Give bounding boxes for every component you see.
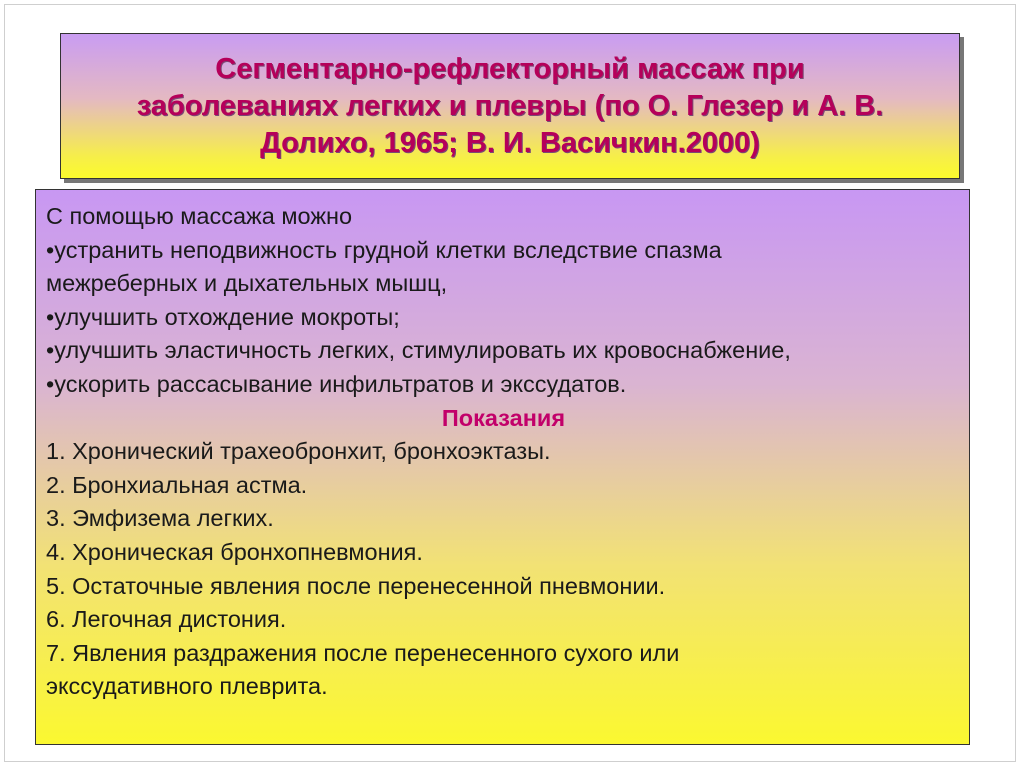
indication-item-continuation: экссудативного плеврита.	[46, 673, 328, 700]
indication-item: 2. Бронхиальная астма.	[46, 471, 308, 498]
indication-item: 3. Эмфизема легких.	[46, 505, 274, 532]
benefit-item: •устранить неподвижность грудной клетки вследствие спазма	[46, 236, 722, 263]
benefit-item: •ускорить рассасывание инфильтратов и экссудатов.	[46, 370, 627, 397]
slide-title	[137, 51, 884, 162]
indication-item: 5. Остаточные явления после перенесенной пневмонии.	[46, 572, 666, 599]
benefit-item: •улучшить отхождение мокроты;	[46, 303, 400, 330]
title-box	[60, 33, 960, 179]
title-line: Долихо, 1965; В. И. Васичкин.2000)	[260, 126, 760, 159]
indication-item: 1. Хронический трахеобронхит, бронхоэктазы.	[46, 438, 551, 465]
title-line: Сегментарно-рефлекторный массаж при	[215, 52, 805, 85]
slide	[4, 4, 1016, 762]
benefit-item: •улучшить эластичность легких, стимулировать их кровоснабжение,	[46, 337, 791, 364]
intro-line: С помощью массажа можно	[46, 203, 353, 229]
indication-item: 6. Легочная дистония.	[46, 606, 287, 633]
title-line: заболеваниях легких и плевры (по О. Глезер и А. В.	[136, 89, 884, 122]
indication-item: 7. Явления раздражения после перенесенного сухого или	[46, 639, 680, 666]
indications-heading: Показания	[441, 404, 566, 431]
benefit-item-continuation: межреберных и дыхательных мышц,	[46, 270, 448, 297]
indication-item: 4. Хроническая бронхопневмония.	[46, 538, 423, 565]
content-box	[35, 189, 970, 745]
